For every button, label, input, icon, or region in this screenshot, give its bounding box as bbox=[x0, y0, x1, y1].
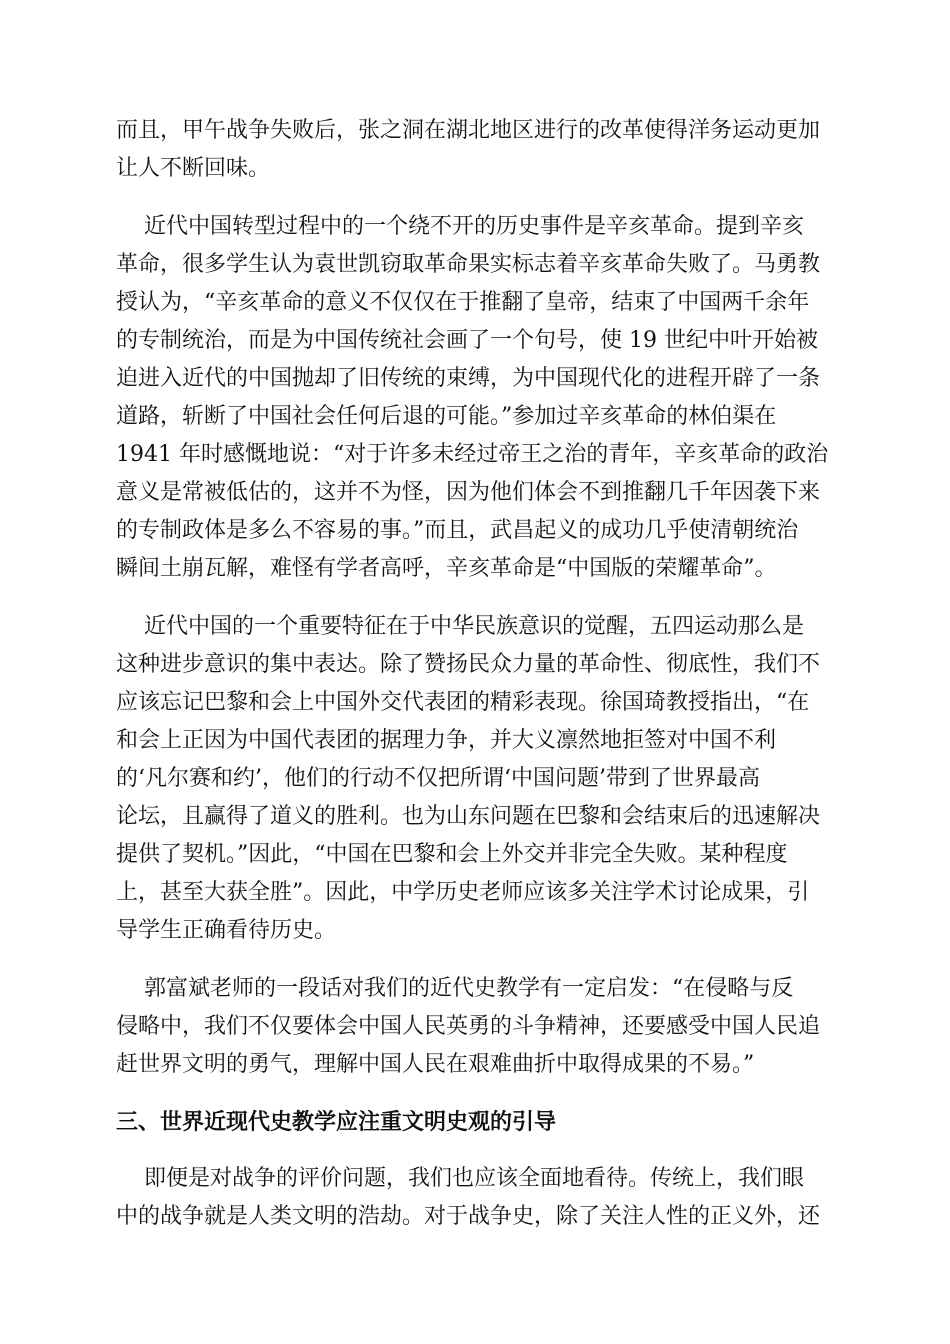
text-line: 导学生正确看待历史。 bbox=[116, 918, 337, 943]
text-line: 意义是常被低估的，这并不为怪，因为他们体会不到推翻几千年因袭下来 bbox=[116, 480, 821, 505]
text-line: 提供了契机。”因此，“中国在巴黎和会上外交并非完全失败。某种程度 bbox=[116, 842, 788, 867]
document-body bbox=[116, 112, 832, 1256]
text-line: 让人不断回味。 bbox=[116, 156, 271, 181]
text-line: 中的战争就是人类文明的浩劫。对于战争史，除了关注人性的正义外，还 bbox=[116, 1204, 821, 1229]
text-line: 迫进入近代的中国抛却了旧传统的束缚，为中国现代化的进程开辟了一条 bbox=[116, 366, 821, 391]
text-line: 近代中国的一个重要特征在于中华民族意识的觉醒，五四运动那么是 bbox=[116, 614, 804, 639]
text-line: 应该忘记巴黎和会上中国外交代表团的精彩表现。徐国琦教授指出，“在 bbox=[116, 690, 810, 715]
text-line: 的专制统治，而是为中国传统社会画了一个句号，使 19 世纪中叶开始被 bbox=[116, 328, 818, 353]
text-line: 革命，很多学生认为袁世凯窃取革命果实标志着辛亥革命失败了。马勇教 bbox=[116, 252, 821, 277]
text-line: 近代中国转型过程中的一个绕不开的历史事件是辛亥革命。提到辛亥 bbox=[116, 214, 804, 239]
text-line: 1941 年时感慨地说：“对于许多未经过帝王之治的青年，辛亥革命的政治 bbox=[116, 442, 829, 467]
paragraph-may-fourth bbox=[116, 608, 832, 950]
text-line: 道路，斩断了中国社会任何后退的可能。”参加过辛亥革命的林伯渠在 bbox=[116, 404, 777, 429]
text-line: 的‘凡尔赛和约’，他们的行动不仅把所谓‘中国问题’带到了世界最高 bbox=[116, 766, 760, 791]
text-line: 瞬间土崩瓦解，难怪有学者高呼，辛亥革命是“中国版的荣耀革命”。 bbox=[116, 556, 777, 581]
text-line: 的专制政体是多么不容易的事。”而且，武昌起义的成功几乎使清朝统治 bbox=[116, 518, 799, 543]
paragraph-yangwu-ending bbox=[116, 112, 832, 188]
text-line: 而且，甲午战争失败后，张之洞在湖北地区进行的改革使得洋务运动更加 bbox=[116, 118, 821, 143]
text-line: 授认为，“辛亥革命的意义不仅仅在于推翻了皇帝，结束了中国两千余年 bbox=[116, 290, 810, 315]
section-heading-text: 三、世界近现代史教学应注重文明史观的引导 bbox=[116, 1110, 557, 1135]
text-line: 赶世界文明的勇气，理解中国人民在艰难曲折中取得成果的不易。” bbox=[116, 1052, 755, 1077]
text-line: 侵略中，我们不仅要体会中国人民英勇的斗争精神，还要感受中国人民追 bbox=[116, 1014, 821, 1039]
text-line: 上，甚至大获全胜”。因此，中学历史老师应该多关注学术讨论成果，引 bbox=[116, 880, 810, 905]
text-line: 这种进步意识的集中表达。除了赞扬民众力量的革命性、彻底性，我们不 bbox=[116, 652, 821, 677]
paragraph-war-evaluation bbox=[116, 1160, 832, 1236]
text-line: 和会上正因为中国代表团的据理力争，并大义凛然地拒签对中国不利 bbox=[116, 728, 777, 753]
text-line: 郭富斌老师的一段话对我们的近代史教学有一定启发：“在侵略与反 bbox=[116, 976, 794, 1001]
paragraph-guo-fubin-quote bbox=[116, 970, 832, 1084]
paragraph-xinhai-revolution bbox=[116, 208, 832, 588]
text-line: 即便是对战争的评价问题，我们也应该全面地看待。传统上，我们眼 bbox=[116, 1166, 804, 1191]
section-heading bbox=[116, 1104, 832, 1142]
text-line: 论坛，且赢得了道义的胜利。也为山东问题在巴黎和会结束后的迅速解决 bbox=[116, 804, 821, 829]
